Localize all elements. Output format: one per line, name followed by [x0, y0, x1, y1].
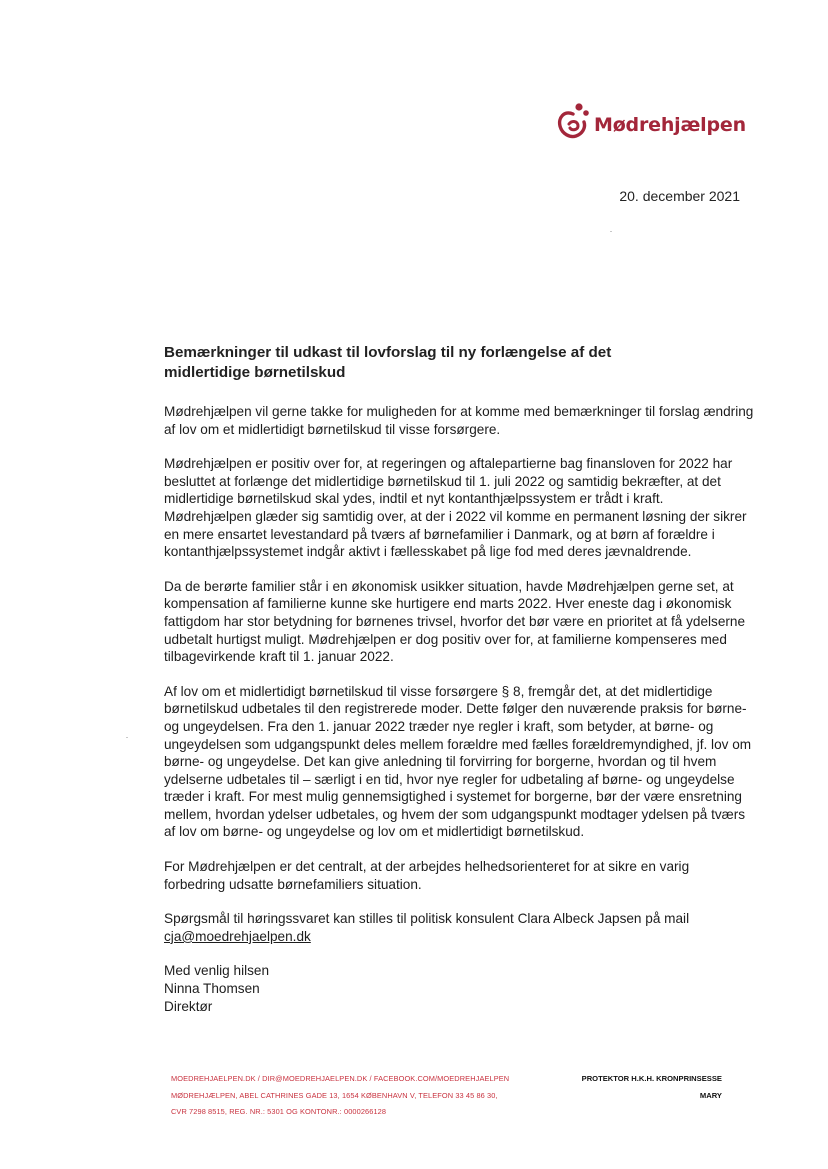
letter-body [164, 343, 754, 1032]
paragraph-compensation: Da de berørte familier står i en økonomisk usikker situation, havde Mødrehjælpen gerne set, at kompensation af familierne kunne ske hurtigere end marts 2022. Hver eneste dag i økonomisk fattigdom har stor betydning for børnenes trivsel, hvorfor det bør være en prioritet at få ydelserne udbetalt hurtigst muligt. Mødrehjælpen er dog positiv over for, at familierne kompenseres med tilbagevirkende kraft til 1. januar 2022. [164, 578, 746, 665]
footer-patron [582, 1071, 722, 1104]
footer-line-bank: CVR 7298 8515, REG. NR.: 5301 OG KONTONR.: 0000266128 [171, 1107, 387, 1116]
signer-name: Ninna Thomsen [164, 981, 260, 997]
scan-speck [610, 231, 612, 232]
heart-mother-child-icon [556, 100, 592, 140]
contact-email-link[interactable]: cja@moedrehjaelpen.dk [164, 928, 311, 944]
letter-title [164, 343, 754, 382]
paragraph-holistic: For Mødrehjælpen er det centralt, at der arbejdes helhedsorienteret for at sikre en varig forbedring udsatte børnefamiliers situation. [164, 859, 690, 892]
footer-patron-line2: MARY [699, 1090, 722, 1100]
footer-line-address: MØDREHJÆLPEN, ABEL CATHRINES GADE 13, 1654 KØBENHAVN V, TELEFON 33 45 86 30, [171, 1090, 498, 1100]
logo [556, 100, 746, 140]
paragraph-positive: Mødrehjælpen er positiv over for, at regeringen og aftalepartierne bag finansloven for 2022 har besluttet at forlænge det midlertidige børnetilskud til 1. juli 2022 og samtidig bekræfter, at det midlertidige børnetilskud skal ydes, indtil et nyt kontanthjælpssystem er trådt i kraft. Mødrehjælpen glæder sig samtidig over, at der i 2022 vil komme en permanent løsning der sikrer en mere ensartet levestandard på tværs af børnefamilier i Danmark, og at børn af forældre i kontanthjælpssystemet indgår aktivt i fællesskabet på lige fod med deres jævnaldrende. [164, 456, 747, 560]
letter-date: 20. december 2021 [619, 188, 740, 204]
letter-title-line1: Bemærkninger til udkast til lovforslag til ny forlængelse af det [164, 344, 612, 361]
paragraph-contact [164, 910, 754, 945]
footer-line-web: MOEDREHJAELPEN.DK / DIR@MOEDREHJAELPEN.DK / FACEBOOK.COM/MOEDREHJAELPEN [171, 1074, 510, 1083]
paragraph-intro: Mødrehjælpen vil gerne takke for muligheden for at komme med bemærkninger til forslag ændring af lov om et midlertidigt børnetilskud til visse forsørgere. [164, 404, 754, 437]
letter-title-line2: midlertidige børnetilskud [164, 363, 346, 381]
signer-title: Direktør [164, 998, 213, 1014]
closing-block [164, 962, 754, 1015]
scan-speck [126, 737, 128, 738]
logo-text: Mødrehjælpen [594, 114, 746, 136]
paragraph-payment-rules: Af lov om et midlertidigt børnetilskud til visse forsørgere § 8, fremgår det, at det midlertidige børnetilskud udbetales til den registrerede moder. Dette følger den nuværende praksis for børne- og ungeydelsen. Fra den 1. januar 2022 træder nye regler i kraft, som betyder, at børne- og ungeydelsen som udgangspunkt deles mellem forældre med fælles forældremyndighed, jf. lov om børne- og ungeydelse. Det kan give anledning til forvirring for borgerne, hvordan og til hvem ydelserne udbetales til – særligt i en tid, hvor nye regler for udbetaling af børne- og ungeydelse træder i kraft. For mest mulig gennemsigtighed i systemet for borgerne, bør der være ensretning mellem, hvordan ydelser udbetales, og hvem der som udgangspunkt modtager ydelsen på tværs af lov om børne- og ungeydelse og lov om et midlertidigt børnetilskud. [164, 683, 752, 840]
closing-greeting: Med venlig hilsen [164, 963, 270, 979]
footer-patron-line1: PROTEKTOR H.K.H. KRONPRINSESSE [581, 1074, 722, 1083]
footer-contact-info [171, 1071, 509, 1121]
contact-text: Spørgsmål til høringssvaret kan stilles til politisk konsulent Clara Albeck Japsen på mail [164, 911, 690, 927]
